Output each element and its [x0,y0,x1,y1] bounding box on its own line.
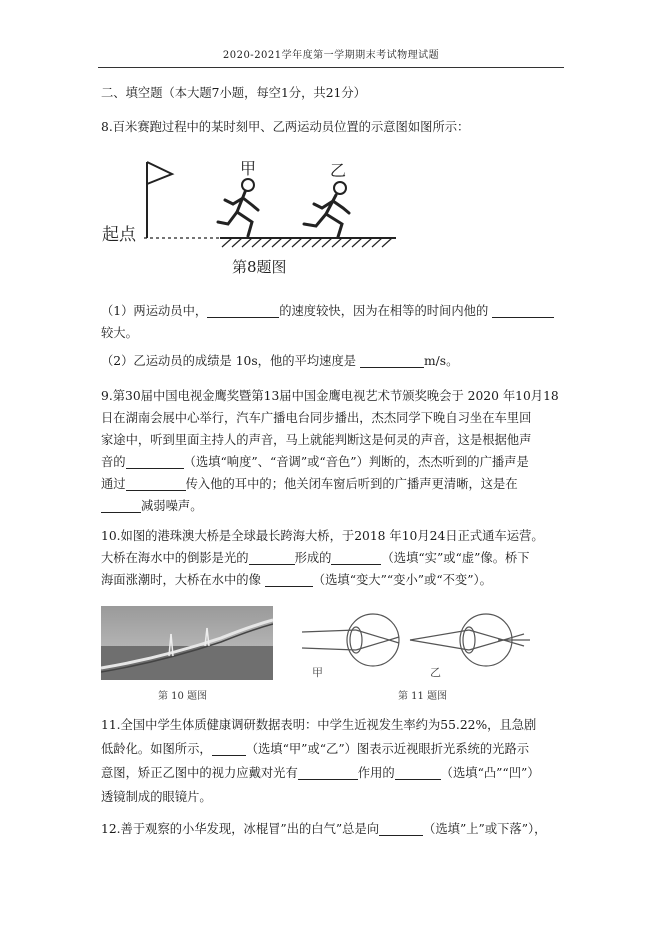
q10-line3-b: （选填“变大”“变小”或“不变”）。 [312,573,492,587]
section-title: 二、填空题（本大题7小题，每空1分，共21分） [101,86,366,100]
q10-line2 [101,547,530,569]
start-label: 起点 [102,225,136,245]
q9-line4-a: 音的 [101,455,126,469]
q10-line3-a: 海面涨潮时，大桥在水中的像 [101,573,261,587]
q8-blank-2[interactable] [492,303,554,318]
q8-part1 [101,300,554,322]
q11-line2-a: 低龄化。如图所示， [101,742,212,756]
q9-line2: 日在湖南会展中心举行，汽车广播电台同步播出，杰杰同学下晚自习坐在车里回 [101,411,532,425]
q9-blank-1[interactable] [126,454,184,469]
q10-line1: 10.如图的港珠澳大桥是全球最长跨海大桥，于2018 年10月24日正式通车运营。 [101,529,544,543]
q8-part2-a: （2）乙运动员的成绩是 10s，他的平均速度是 [101,354,357,368]
q8-blank-3[interactable] [360,353,424,368]
q12-line1-b: （选填”上”或下落”）， [423,822,547,836]
fig8-caption: 第8题图 [232,258,287,276]
q10-line3 [101,569,492,591]
q9-line5 [101,473,518,495]
q9-line3: 家途中，听到里面主持人的声音，马上就能判断这是何灵的声音，这是根据他声 [101,433,532,447]
q9-blank-3[interactable] [101,498,141,513]
q9-line4-b: （选填“响度”、“音调”或“音色”）判断的，杰杰听到的广播声是 [183,455,529,469]
q11-line2 [101,738,529,760]
q11-line1: 11.全国中学生体质健康调研数据表明：中学生近视发生率约为55.22%，且急剧 [101,718,537,732]
label-yi: 乙 [330,161,347,180]
q11-line3-a: 意图，矫正乙图中的视力应戴对光有 [101,766,298,780]
q9-line6-b: 减弱噪声。 [141,499,203,513]
q9-line4 [101,451,529,473]
q8-stem: 8.百米赛跑过程中的某时刻甲、乙两运动员位置的示意图如图所示： [101,120,470,134]
q11-line2-b: （选填“甲”或“乙”）图表示近视眼折光系统的光路示 [245,742,530,756]
q10-blank-1[interactable] [249,550,295,565]
q11-blank-1[interactable] [212,741,246,756]
q11-line4: 透镜制成的眼镜片。 [101,790,212,804]
q9-blank-2[interactable] [126,476,186,491]
q11-line3-b: 作用的 [357,766,395,780]
q8-part1-end: 较大。 [101,326,138,340]
q9-line5-b: 传入他的耳中的；他关闭车窗后听到的广播声更清晰，这是在 [185,477,518,491]
fig11-caption: 第 11 题图 [398,691,448,702]
q12-line1-a: 12.善于观察的小华发现，冰棍冒”出的白气”总是向 [101,822,380,836]
q8-part2 [101,350,458,372]
label-jia: 甲 [240,159,257,178]
fig10-caption: 第 10 题图 [158,691,208,702]
q10-blank-2[interactable] [331,550,381,565]
q11-blank-2[interactable] [298,765,358,780]
q10-line2-c: （选填“实”或“虚”像。桥下 [381,551,530,565]
q8-part2-b: m/s。 [423,354,459,368]
q8-part1-a: （1）两运动员中， [101,304,208,318]
q8-figure [100,152,400,282]
q12-blank-1[interactable] [379,821,423,836]
q8-blank-1[interactable] [207,303,279,318]
q11-line3-c: （选填“凸”“凹”） [440,766,540,780]
q9-line5-a: 通过 [101,477,126,491]
q9-line6 [101,495,203,517]
q11-blank-3[interactable] [395,765,441,780]
bridge-photo [101,606,273,680]
eye-yi-label: 乙 [430,666,441,679]
q12-line1 [101,818,546,840]
runner-yi [304,182,349,237]
q11-line3 [101,762,540,784]
q9-line1: 9.第30届中国电视金鹰奖暨第13届中国金鹰电视艺术节颁奖晚会于 2020 年10月18 [101,389,559,403]
eye-jia-label: 甲 [312,666,323,679]
runner-jia [218,179,258,236]
q10-blank-3[interactable] [265,572,313,587]
q10-line2-b: 形成的 [294,551,332,565]
q10-line2-a: 大桥在海水中的倒影是光的 [101,551,249,565]
page-header: 2020-2021学年度第一学期期末考试物理试题 [98,46,564,68]
q8-part1-b: 的速度较快，因为在相等的时间内他的 [279,304,489,318]
eye-diagrams [298,608,538,686]
